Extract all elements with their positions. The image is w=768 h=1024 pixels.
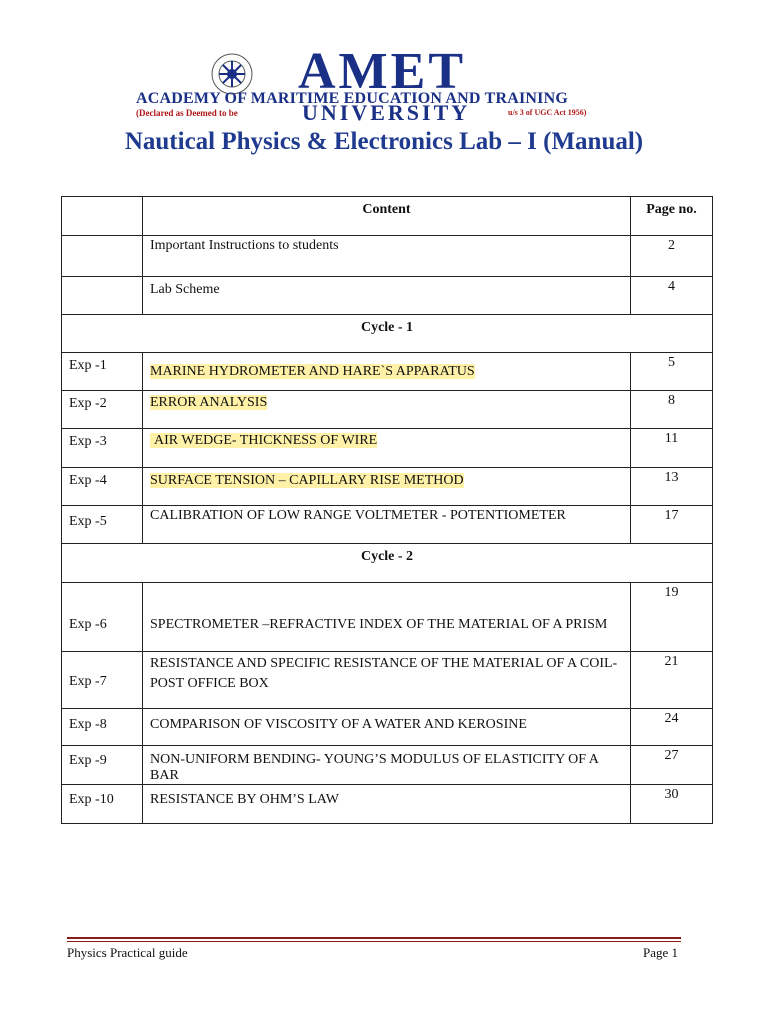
footer-rule — [67, 937, 681, 939]
page-cell: 13 — [631, 468, 713, 506]
table-row — [62, 746, 713, 785]
content-cell — [143, 353, 631, 391]
content-header: Content — [143, 197, 631, 236]
content-cell: Important Instructions to students — [143, 236, 631, 277]
page-cell: 17 — [631, 506, 713, 544]
content-cell: RESISTANCE BY OHM’S LAW — [143, 785, 631, 824]
content-cell — [143, 468, 631, 506]
highlighted-title: SURFACE TENSION – CAPILLARY RISE METHOD — [150, 473, 464, 488]
page-cell: 21 — [631, 652, 713, 709]
table-row — [62, 277, 713, 315]
content-cell: RESISTANCE AND SPECIFIC RESISTANCE OF THE MATERIAL OF A COIL-POST OFFICE BOX — [143, 652, 631, 709]
exp-cell — [62, 277, 143, 315]
footer-page-number: Page 1 — [642, 945, 678, 960]
table-row — [62, 391, 713, 429]
content-cell: NON-UNIFORM BENDING- YOUNG’S MODULUS OF ELASTICITY OF A BAR — [143, 746, 631, 785]
table-row — [62, 583, 713, 652]
university-text: UNIVERSITY — [302, 100, 471, 125]
page-header: Page no. — [631, 197, 713, 236]
cycle-row — [62, 544, 713, 583]
highlighted-title: MARINE HYDROMETER AND HARE`S APPARATUS — [150, 364, 475, 379]
table-row — [62, 468, 713, 506]
exp-cell: Exp -9 — [62, 746, 143, 785]
exp-cell: Exp -10 — [62, 785, 143, 824]
exp-cell: Exp -5 — [62, 506, 143, 544]
exp-cell: Exp -3 — [62, 429, 143, 468]
amet-logo-header — [128, 43, 620, 125]
page-cell: 2 — [631, 236, 713, 277]
table-row — [62, 236, 713, 277]
footer-guide-title: Physics Practical guide — [67, 945, 188, 960]
page-cell: 8 — [631, 391, 713, 429]
ugc-text: u/s 3 of UGC Act 1956) — [508, 108, 587, 117]
exp-cell: Exp -1 — [62, 353, 143, 391]
content-cell: COMPARISON OF VISCOSITY OF A WATER AND KEROSINE — [143, 709, 631, 746]
content-cell — [143, 429, 631, 468]
table-row — [62, 785, 713, 824]
content-cell: Lab Scheme — [143, 277, 631, 315]
cycle-row — [62, 315, 713, 353]
table-row — [62, 429, 713, 468]
table-row — [62, 353, 713, 391]
page-cell: 24 — [631, 709, 713, 746]
exp-cell: Exp -7 — [62, 652, 143, 709]
contents-table — [61, 196, 713, 824]
exp-cell: Exp -4 — [62, 468, 143, 506]
table-header-row — [62, 197, 713, 236]
highlighted-title: ERROR ANALYSIS — [150, 395, 268, 410]
cycle-1-label: Cycle - 1 — [62, 315, 713, 353]
page-cell: 4 — [631, 277, 713, 315]
exp-cell: Exp -8 — [62, 709, 143, 746]
page-cell: 27 — [631, 746, 713, 785]
footer-rule-thin — [67, 941, 681, 942]
declared-text: (Declared as Deemed to be — [136, 108, 238, 118]
cycle-2-label: Cycle - 2 — [62, 544, 713, 583]
table-row — [62, 709, 713, 746]
exp-cell: Exp -6 — [62, 583, 143, 652]
table-row — [62, 652, 713, 709]
highlighted-title: AIR WEDGE- THICKNESS OF WIRE — [150, 433, 377, 448]
page-cell: 30 — [631, 785, 713, 824]
exp-cell: Exp -2 — [62, 391, 143, 429]
exp-header-cell — [62, 197, 143, 236]
page-cell: 19 — [631, 583, 713, 652]
exp-cell — [62, 236, 143, 277]
content-cell: CALIBRATION OF LOW RANGE VOLTMETER - POTENTIOMETER — [143, 506, 631, 544]
page-title: Nautical Physics & Electronics Lab – I (Manual) — [124, 128, 644, 155]
academy-name: ACADEMY OF MARITIME EDUCATION AND TRAINING — [136, 90, 568, 107]
content-cell — [143, 391, 631, 429]
amet-brand: AMET — [298, 43, 466, 100]
content-cell: SPECTROMETER –REFRACTIVE INDEX OF THE MATERIAL OF A PRISM — [143, 583, 631, 652]
table-row — [62, 506, 713, 544]
page-cell: 11 — [631, 429, 713, 468]
page-cell: 5 — [631, 353, 713, 391]
